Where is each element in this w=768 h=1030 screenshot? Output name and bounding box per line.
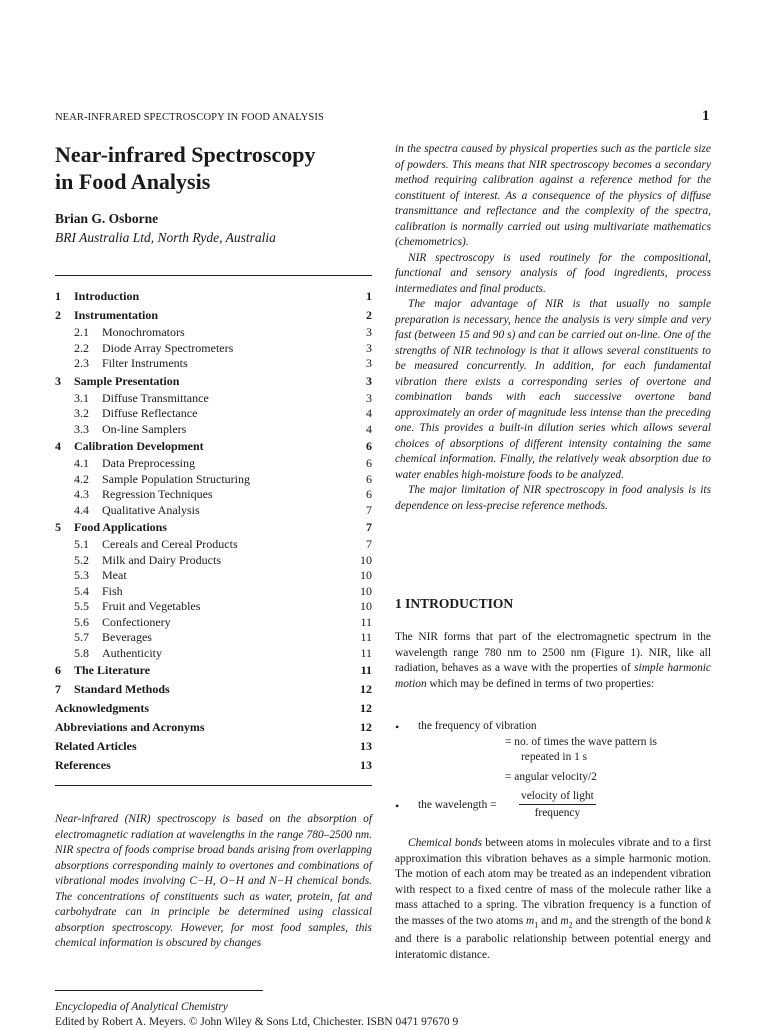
toc-entry[interactable] [55, 680, 372, 699]
toc-entry[interactable] [55, 487, 372, 503]
toc-entry-page: 7 [366, 520, 372, 534]
toc-entry-number: 5.3 [74, 568, 89, 582]
toc-entry-number: 4.1 [74, 456, 89, 470]
toc-entry-page: 3 [366, 356, 372, 370]
paragraph: NIR spectroscopy is used routinely for the compositional, functional and sensory analysis of food ingredients, process intermediates and final products. [395, 251, 711, 295]
toc-entry-number: 5.6 [74, 614, 89, 629]
toc-entry-title: Qualitative Analysis [102, 502, 200, 517]
bullet-dot-icon: • [395, 799, 400, 813]
bullet-equation: = no. of times the wave pattern is [505, 736, 657, 748]
toc-entry-title: The Literature [74, 663, 151, 677]
toc-entry-page: 3 [366, 390, 372, 405]
toc-entry-number: 5.1 [74, 537, 89, 551]
toc-entry-number: 3 [55, 373, 61, 388]
toc-entry-title: Standard Methods [74, 682, 170, 696]
intro-emphasis: simple harmonic motion [395, 662, 711, 690]
chem-text: between atoms in molecules vibrate and to a first approximation this vibration behaves as a simple harmonic motion. The motion of each atom may be treated as an independent vibration with respect to a fixed centre of mass of the molecule rather like a mass attached to a spring. The vibration frequency is a function of the masses of the two atoms [395, 837, 711, 927]
toc-entry-number: 4.2 [74, 471, 89, 486]
toc-entry-number: 5.8 [74, 645, 89, 660]
author-affiliation: BRI Australia Ltd, North Ryde, Australia [55, 230, 276, 245]
toc-entry-page: 3 [366, 340, 372, 355]
footer-publisher: Edited by Robert A. Meyers. © John Wiley & Sons Ltd, Chichester. ISBN 0471 97670 9 [55, 1016, 459, 1028]
toc-entry-page: 7 [366, 502, 372, 517]
title-line-1: Near-infrared Spectroscopy [55, 142, 316, 167]
toc-entry[interactable] [55, 584, 372, 600]
toc-entry-number: 3.1 [74, 390, 89, 405]
toc-entry-page: 6 [366, 439, 372, 453]
symbol-k: k [705, 914, 711, 927]
bullet-label: the wavelength = [418, 799, 497, 811]
bullet-frequency [395, 720, 711, 790]
toc-entry[interactable] [55, 287, 372, 306]
toc-entry-page: 4 [366, 406, 372, 420]
toc-entry-number: 5 [55, 520, 61, 534]
bullet-wavelength [395, 790, 711, 826]
intro-text-b: which may be defined in terms of two properties: [426, 677, 655, 690]
toc-entry[interactable] [55, 503, 372, 519]
toc-entry-page: 10 [360, 568, 372, 582]
toc-entry-page: 4 [366, 421, 372, 436]
author-name: Brian G. Osborne [55, 211, 159, 226]
wavelength-fraction [519, 790, 596, 819]
toc-entry[interactable] [55, 391, 372, 407]
chem-text: and [538, 914, 561, 927]
toc-entry-title: Abbreviations and Acronyms [55, 720, 205, 734]
toc-entry-number: 4 [55, 439, 61, 453]
footer [55, 1000, 458, 1030]
toc-entry-number: 2 [55, 308, 61, 322]
toc-entry[interactable] [55, 737, 372, 756]
toc-entry[interactable] [55, 472, 372, 488]
toc-entry-title: Food Applications [74, 520, 168, 534]
chem-emphasis: Chemical bonds [408, 837, 483, 849]
toc-entry[interactable] [55, 306, 372, 325]
toc-entry-title: Acknowledgments [55, 701, 150, 715]
toc-entry[interactable] [55, 699, 372, 718]
toc-entry-title: Diffuse Reflectance [102, 406, 198, 420]
paragraph: The major advantage of NIR is that usually no sample preparation is necessary, hence the analysis is very simple and very fast (between 15 and 90 s) and can be carried out on-line. One of the strengths of NIR technology is that it allows several constituents to be measured concurrently. In addition, for each fundamental vibration there exists a corresponding series of overtone and combination bands with each successive overtone band approximately an order of magnitude less intense than the preceding one. This provides a built-in dilution series which allows several choices of absorptions of different intensity containing the same chemical information. Finally, the relatively weak absorption due to water enables high-moisture foods to be analyzed. [395, 298, 711, 481]
toc-entry[interactable] [55, 568, 372, 584]
toc-entry[interactable] [55, 646, 372, 662]
toc-entry-page: 12 [360, 720, 372, 734]
toc-entry-title: Filter Instruments [102, 356, 188, 370]
toc-entry-page: 6 [366, 471, 372, 486]
toc-entry-title: Authenticity [102, 645, 162, 660]
toc-entry-title: Beverages [102, 630, 152, 644]
toc-entry-title: Cereals and Cereal Products [102, 537, 238, 551]
toc-entry[interactable] [55, 661, 372, 680]
toc-entry-title: Fish [102, 583, 123, 598]
toc-entry[interactable] [55, 599, 372, 615]
footer-rule [55, 990, 263, 991]
toc-entry-number: 6 [55, 663, 61, 677]
subscript: 2 [568, 919, 573, 929]
toc-entry-title: Fruit and Vegetables [102, 599, 201, 613]
toc-entry-page: 10 [360, 583, 372, 598]
chem-text: and the strength of the bond [572, 914, 706, 927]
bullet-label: the frequency of vibration [418, 720, 537, 732]
toc-entry[interactable] [55, 553, 372, 569]
article-title [55, 141, 365, 195]
toc-entry-title: Regression Techniques [102, 487, 213, 501]
toc-entry[interactable] [55, 518, 372, 537]
page-number: 1 [702, 108, 710, 124]
toc-entry-page: 11 [360, 645, 372, 660]
toc-entry-page: 6 [366, 487, 372, 501]
toc-entry[interactable] [55, 718, 372, 737]
running-header: NEAR-INFRARED SPECTROSCOPY IN FOOD ANALYSIS [55, 112, 324, 123]
toc-entry-title: Diode Array Spectrometers [102, 340, 234, 355]
toc-entry-number: 2.3 [74, 356, 89, 370]
bullet-equation-cont: repeated in 1 s [521, 751, 588, 763]
toc-entry-title: Confectionery [102, 614, 171, 629]
toc-entry-number: 4.3 [74, 487, 89, 501]
section-heading: 1 INTRODUCTION [395, 596, 514, 611]
toc-entry[interactable] [55, 372, 372, 391]
toc-entry-title: Instrumentation [74, 308, 159, 322]
abstract-text: Near-infrared (NIR) spectroscopy is based on the absorption of electromagnetic radiation at wavelengths in the range 780–2500 nm. NIR spectra of foods comprise broad bands arising from overlapping absorptions corresponding mainly to overtones and combinations of vibrational modes involving C−H, O−H and N−H chemical bonds. The concentrations of constituents such as water, protein, fat and carbohydrate can in principle be determined using classical absorption spectroscopy. However, for most food samples, this chemical information is obscured by changes [55, 813, 372, 949]
toc-entry-title: On-line Samplers [102, 421, 187, 436]
chemical-bonds-paragraph [395, 836, 711, 963]
toc-entry[interactable] [55, 456, 372, 472]
toc-entry-title: Sample Population Structuring [102, 471, 250, 486]
toc-entry-title: Related Articles [55, 739, 137, 753]
toc-entry-page: 11 [360, 630, 372, 644]
toc-entry-page: 13 [360, 758, 372, 772]
toc-entry[interactable] [55, 356, 372, 372]
chem-text: and there is a parabolic relationship between potential energy and interatomic distance. [395, 933, 711, 961]
toc-entry-number: 7 [55, 682, 61, 696]
toc-entry-number: 2.2 [74, 340, 89, 355]
paragraph: The major limitation of NIR spectroscopy in food analysis is its dependence on less-precise reference methods. [395, 484, 711, 512]
table-of-contents [55, 287, 372, 775]
toc-bottom-rule [55, 785, 372, 786]
footer-publication: Encyclopedia of Analytical Chemistry [55, 1001, 228, 1013]
toc-entry-number: 5.5 [74, 599, 89, 613]
toc-entry-number: 5.4 [74, 583, 89, 598]
toc-entry-title: Introduction [74, 289, 140, 303]
toc-entry[interactable] [55, 615, 372, 631]
toc-top-rule [55, 275, 372, 276]
toc-entry[interactable] [55, 341, 372, 357]
abstract-continued [395, 142, 711, 514]
title-line-2: in Food Analysis [55, 169, 211, 194]
toc-entry-page: 12 [360, 701, 372, 715]
toc-entry-page: 12 [360, 682, 372, 696]
toc-entry-number: 5.7 [74, 630, 89, 644]
toc-entry-title: Sample Presentation [74, 373, 180, 388]
toc-entry-page: 7 [366, 537, 372, 551]
toc-entry[interactable] [55, 422, 372, 438]
toc-entry-page: 10 [360, 552, 372, 567]
toc-entry-page: 1 [366, 289, 372, 303]
paragraph: in the spectra caused by physical properties such as the particle size of powders. This means that NIR spectroscopy becomes a secondary method requiring calibration against a reference method for the constituent of interest. As a consequence of the physics of diffuse transmittance and reflectance and the complexity of the spectra, calibration is normally carried out using multivariate mathematics (chemometrics). [395, 143, 711, 248]
symbol-m: m [526, 914, 535, 927]
toc-entry-page: 6 [366, 456, 372, 470]
toc-entry-title: Milk and Dairy Products [102, 552, 221, 567]
bullet-dot-icon: • [395, 720, 400, 734]
toc-entry-number: 4.4 [74, 502, 89, 517]
toc-entry-page: 11 [360, 614, 372, 629]
toc-entry[interactable] [55, 325, 372, 341]
toc-entry-page: 2 [366, 308, 372, 322]
toc-entry-page: 11 [360, 663, 372, 677]
toc-entry[interactable] [55, 756, 372, 775]
toc-entry[interactable] [55, 406, 372, 422]
toc-entry-number: 2.1 [74, 325, 89, 339]
toc-entry-number: 1 [55, 289, 61, 303]
toc-entry-title: Calibration Development [74, 439, 204, 453]
toc-entry[interactable] [55, 630, 372, 646]
toc-entry-title: References [55, 758, 111, 772]
toc-entry-page: 13 [360, 739, 372, 753]
toc-entry-page: 10 [360, 599, 372, 613]
toc-entry[interactable] [55, 437, 372, 456]
toc-entry-page: 3 [366, 373, 372, 388]
toc-entry-number: 3.3 [74, 421, 89, 436]
fraction-denominator: frequency [534, 807, 581, 819]
subscript: 1 [534, 919, 539, 929]
bullet-equation: = angular velocity/2 [505, 771, 597, 783]
toc-entry-page: 3 [366, 325, 372, 339]
toc-entry-title: Meat [102, 568, 127, 582]
toc-entry-title: Data Preprocessing [102, 456, 195, 470]
intro-paragraph [395, 630, 711, 692]
toc-entry-title: Monochromators [102, 325, 185, 339]
fraction-numerator: velocity of light [519, 790, 596, 805]
toc-entry[interactable] [55, 537, 372, 553]
toc-entry-number: 3.2 [74, 406, 89, 420]
toc-entry-title: Diffuse Transmittance [102, 390, 209, 405]
intro-text-a: The NIR forms that part of the electromagnetic spectrum in the wavelength range 780 nm to 2500 nm (Figure 1). NIR, like all radiation, behaves as a wave with the properties of [395, 631, 711, 674]
symbol-m: m [560, 914, 569, 927]
abstract [55, 812, 372, 952]
toc-entry-number: 5.2 [74, 552, 89, 567]
